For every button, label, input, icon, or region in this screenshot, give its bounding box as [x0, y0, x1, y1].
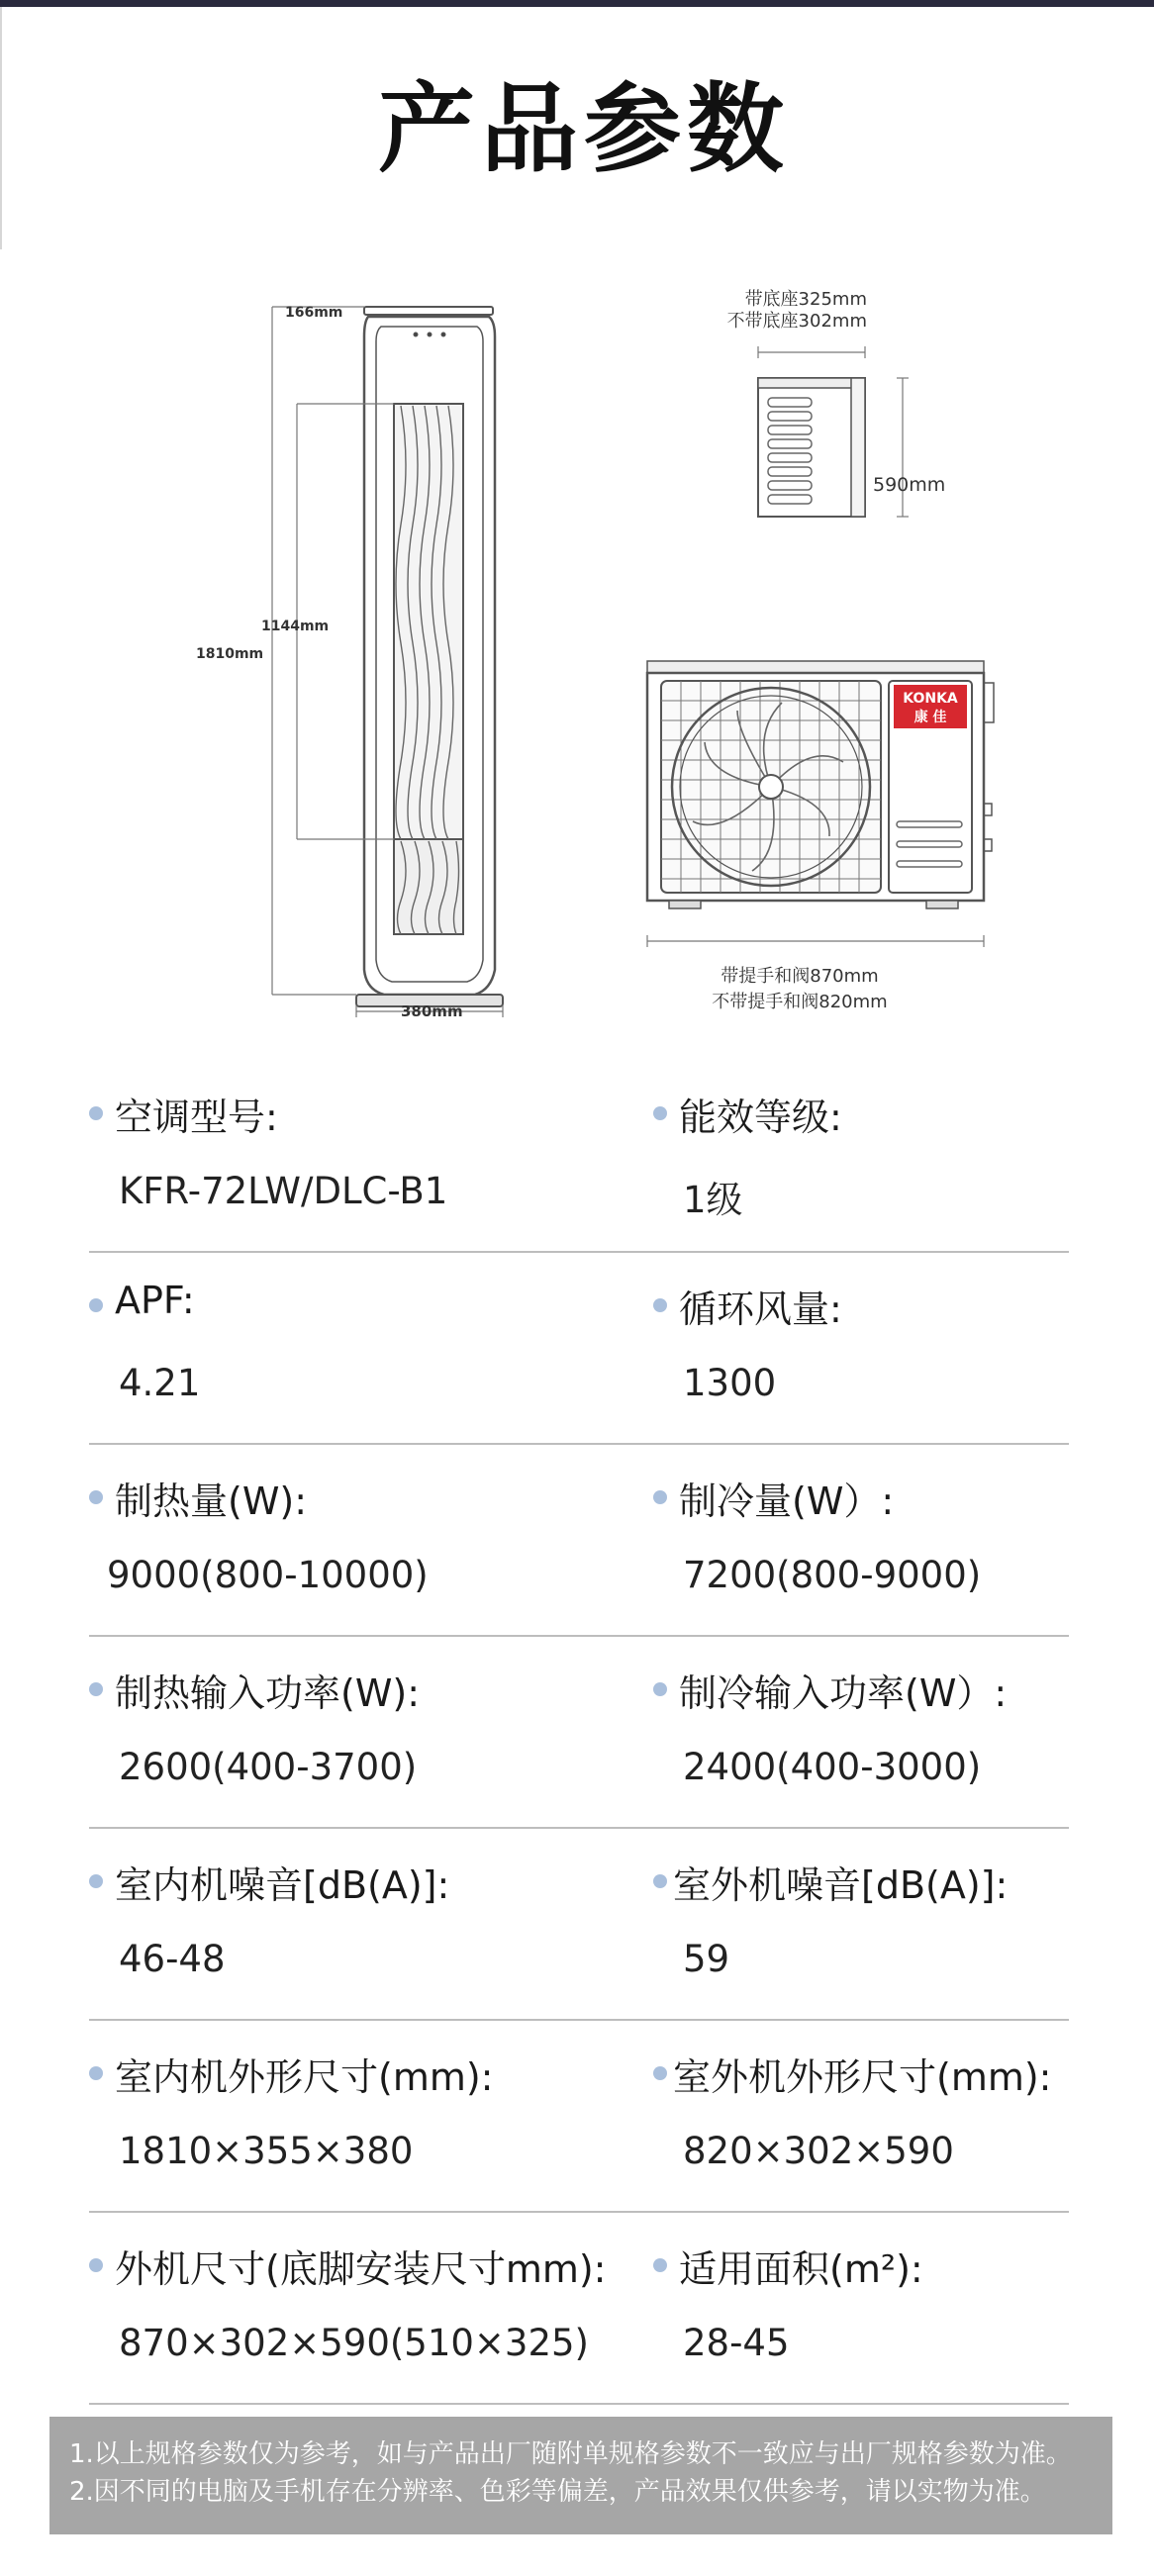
spec-label: 室内机噪音[dB(A)]:: [115, 1863, 450, 1907]
indoor-total-height-label: 1810mm: [196, 646, 264, 662]
spec-row: [89, 1251, 1069, 1445]
outdoor-depth-without-base-label: 不带底座302mm: [726, 311, 867, 332]
indoor-unit-illustration: [356, 307, 503, 1006]
outdoor-depth-with-base-label: 带底座325mm: [744, 289, 867, 310]
spec-value: 9000(800-10000): [107, 1554, 429, 1596]
spec-label: APF:: [115, 1279, 195, 1322]
spec-label: 适用面积(m²):: [679, 2247, 923, 2291]
bullet-dot: [89, 2258, 103, 2272]
spec-value: 1300: [683, 1362, 777, 1404]
spec-label: 室外机外形尺寸(mm):: [673, 2055, 1052, 2099]
outdoor-unit-side-view: [758, 378, 865, 517]
spec-value: 7200(800-9000): [683, 1554, 982, 1596]
konka-logo: [894, 685, 967, 728]
bullet-dot: [653, 1490, 667, 1504]
bullet-dot: [89, 1490, 103, 1504]
outdoor-width-with-handle-label: 带提手和阀870mm: [721, 966, 879, 987]
spec-label: 循环风量:: [679, 1288, 842, 1331]
spec-row: [89, 2211, 1069, 2405]
spec-value: 820×302×590: [683, 2130, 954, 2172]
spec-row: [89, 1059, 1069, 1253]
konka-logo-chinese: 康 佳: [914, 710, 947, 725]
spec-value: 46-48: [119, 1938, 226, 1980]
outdoor-height-label: 590mm: [873, 474, 946, 496]
spec-value: 1级: [683, 1179, 743, 1221]
spec-label: 空调型号:: [115, 1096, 278, 1139]
spec-row: [89, 1827, 1069, 2021]
indoor-top-width-label: 166mm: [285, 305, 343, 321]
spec-label: 制热量(W):: [115, 1479, 308, 1523]
spec-label: 制冷量(W）:: [679, 1479, 895, 1523]
spec-label: 制冷输入功率(W）:: [679, 1671, 1008, 1715]
outdoor-front-dimension-lines: [647, 935, 984, 947]
spec-value: 870×302×590(510×325): [119, 2322, 589, 2364]
disclaimer-note: [49, 2417, 1112, 2534]
indoor-grille-height-label: 1144mm: [261, 619, 330, 634]
bullet-dot: [89, 1298, 103, 1312]
bullet-dot: [653, 2066, 667, 2080]
spec-value: 2400(400-3000): [683, 1746, 982, 1788]
product-dimension-diagram: [0, 267, 1154, 1039]
spec-row: [89, 1635, 1069, 1829]
bullet-dot: [89, 1874, 103, 1888]
spec-value: KFR-72LW/DLC-B1: [119, 1170, 448, 1212]
spec-value: 4.21: [119, 1362, 201, 1404]
konka-logo-latin: KONKA: [903, 691, 958, 707]
bullet-dot: [89, 1682, 103, 1696]
bullet-dot: [653, 1106, 667, 1120]
spec-label: 外机尺寸(底脚安装尺寸mm):: [115, 2247, 607, 2291]
spec-row: [89, 2019, 1069, 2213]
bullet-dot: [653, 2258, 667, 2272]
outdoor-width-without-handle-label: 不带提手和阀820mm: [712, 992, 888, 1012]
top-bar: [0, 0, 1154, 7]
spec-label: 室外机噪音[dB(A)]:: [673, 1863, 1009, 1907]
spec-value: 2600(400-3700): [119, 1746, 418, 1788]
spec-value: 28-45: [683, 2322, 790, 2364]
bullet-dot: [89, 1106, 103, 1120]
page-title: 产品参数: [377, 73, 790, 186]
spec-value: 1810×355×380: [119, 2130, 414, 2172]
indoor-base-width-label: 380mm: [401, 1002, 463, 1020]
spec-value: 59: [683, 1938, 730, 1980]
bullet-dot: [653, 1682, 667, 1696]
spec-label: 制热输入功率(W):: [115, 1671, 421, 1715]
disclaimer-line: 1.以上规格参数仅为参考，如与产品出厂随附单规格参数不一致应与出厂规格参数为准。: [69, 2439, 1072, 2469]
disclaimer-line: 2.因不同的电脑及手机存在分辨率、色彩等偏差，产品效果仅供参考，请以实物为准。: [69, 2477, 1046, 2507]
spec-row: [89, 1443, 1069, 1637]
spec-label: 能效等级:: [679, 1096, 842, 1139]
spec-label: 室内机外形尺寸(mm):: [115, 2055, 494, 2099]
bullet-dot: [653, 1298, 667, 1312]
bullet-dot: [653, 1874, 667, 1888]
bullet-dot: [89, 2066, 103, 2080]
